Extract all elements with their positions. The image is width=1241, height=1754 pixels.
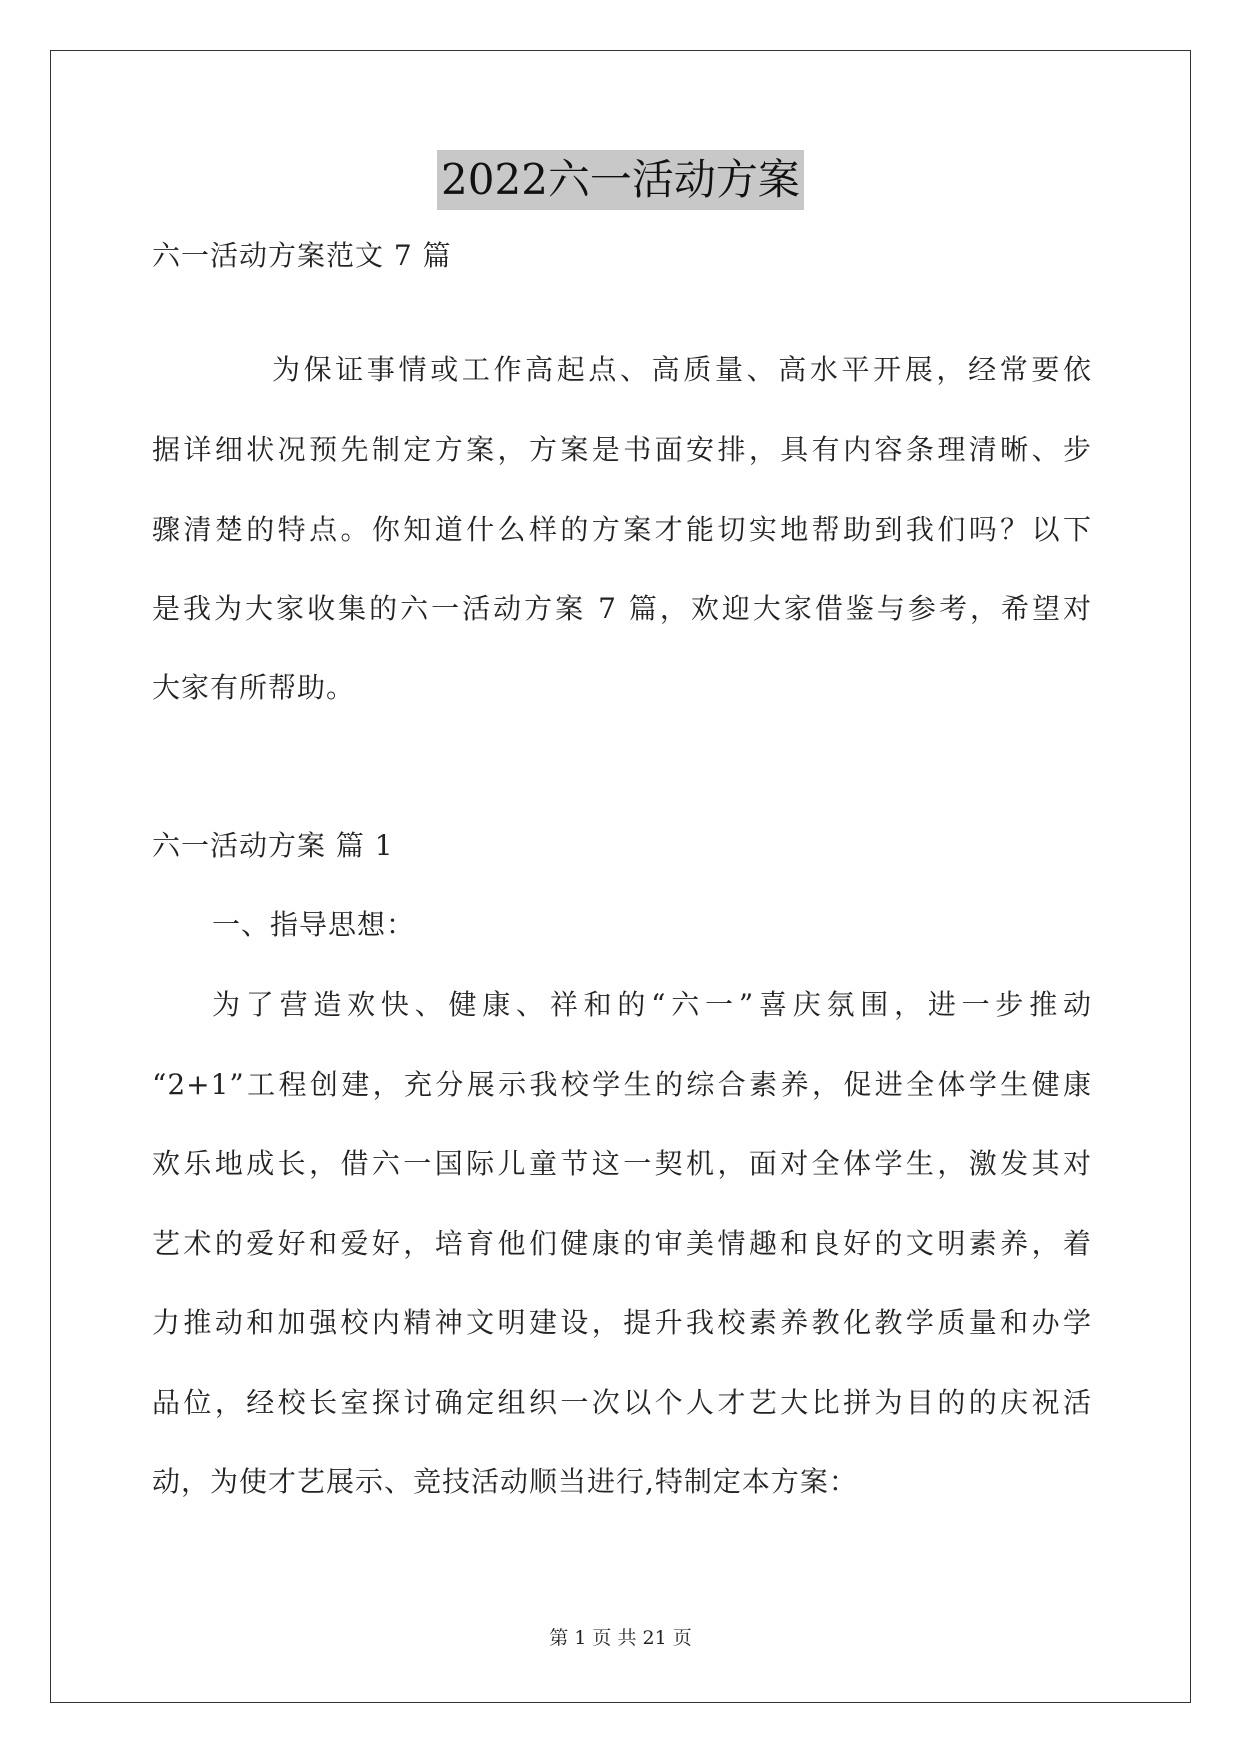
section-heading: 六一活动方案 篇 1 [152, 829, 394, 862]
intro-line: 骤清楚的特点。你知道什么样的方案才能切实地帮助到我们吗？以下 [152, 513, 1092, 546]
intro-line: 据详细状况预先制定方案，方案是书面安排，具有内容条理清晰、步 [152, 433, 1092, 466]
document-title: 2022六一活动方案 [437, 150, 804, 210]
body-line: 欢乐地成长，借六一国际儿童节这一契机，面对全体学生，激发其对 [152, 1147, 1092, 1180]
body-line: 艺术的爱好和爱好，培育他们健康的审美情趣和良好的文明素养，着 [152, 1227, 1092, 1260]
title-container [0, 150, 1241, 210]
body-line: 动，为使才艺展示、竞技活动顺当进行,特制定本方案： [152, 1465, 858, 1498]
page-border [50, 50, 1191, 1703]
intro-line: 是我为大家收集的六一活动方案 7 篇，欢迎大家借鉴与参考，希望对 [152, 592, 1092, 625]
document-subtitle: 六一活动方案范文 7 篇 [152, 239, 452, 272]
body-line: “2+1”工程创建，充分展示我校学生的综合素养，促进全体学生健康 [152, 1068, 1092, 1101]
intro-line: 为保证事情或工作高起点、高质量、高水平开展，经常要依 [272, 353, 1092, 386]
page-footer: 第 1 页 共 21 页 [549, 1627, 692, 1649]
intro-line: 大家有所帮助。 [152, 671, 356, 704]
sub-heading: 一、指导思想： [212, 908, 416, 941]
body-line: 力推动和加强校内精神文明建设，提升我校素养教化教学质量和办学 [152, 1306, 1092, 1339]
body-line: 为了营造欢快、健康、祥和的“六一”喜庆氛围，进一步推动 [212, 988, 1092, 1021]
body-line: 品位，经校长室探讨确定组织一次以个人才艺大比拼为目的的庆祝活 [152, 1386, 1092, 1419]
